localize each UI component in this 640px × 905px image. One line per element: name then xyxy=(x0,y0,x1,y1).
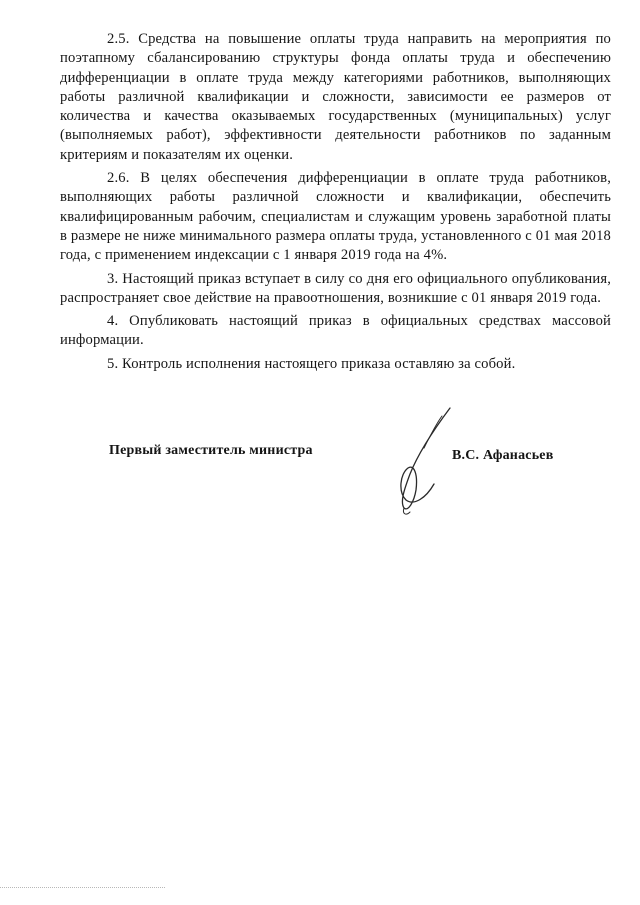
paragraph-3: 3. Настоящий приказ вступает в силу со дня его официального опубликования, распространяет свое действие на правоотношения, возникшие с 01 января 2019 года. xyxy=(60,270,611,306)
document-body xyxy=(60,30,611,376)
signatory-position: Первый заместитель министра xyxy=(109,443,313,458)
scan-edge-artifact xyxy=(0,887,165,888)
signatory-name: В.С. Афанасьев xyxy=(452,448,554,463)
handwritten-signature xyxy=(380,402,470,517)
signature-block xyxy=(0,440,640,520)
paragraph-5: 5. Контроль исполнения настоящего приказа оставляю за собой. xyxy=(107,355,516,372)
paragraph-2-6: 2.6. В целях обеспечения дифференциации в оплате труда работников, выполняющих работы различной сложности и квалификации, обеспечить квалифицированным рабочим, специалистам и служащим уровень заработной платы в размере не ниже минимального размера оплаты труда, установленного с 01 мая 2018 года, с применением индексации с 1 января 2019 года на 4%. xyxy=(60,170,611,264)
paragraph-4: 4. Опубликовать настоящий приказ в официальных средствах массовой информации. xyxy=(60,313,611,349)
paragraph-2-5: 2.5. Средства на повышение оплаты труда направить на мероприятия по поэтапному сбалансированию структуры фонда оплаты труда и обеспечению дифференциации в оплате труда между категориями работников, выполняющих работы различной квалификации и сложности, зависимости ее размеров от количества и качества оказываемых государственных (муниципальных) услуг (выполняемых работ), эффективности деятельности работников по заданным критериям и показателям их оценки. xyxy=(60,31,611,163)
